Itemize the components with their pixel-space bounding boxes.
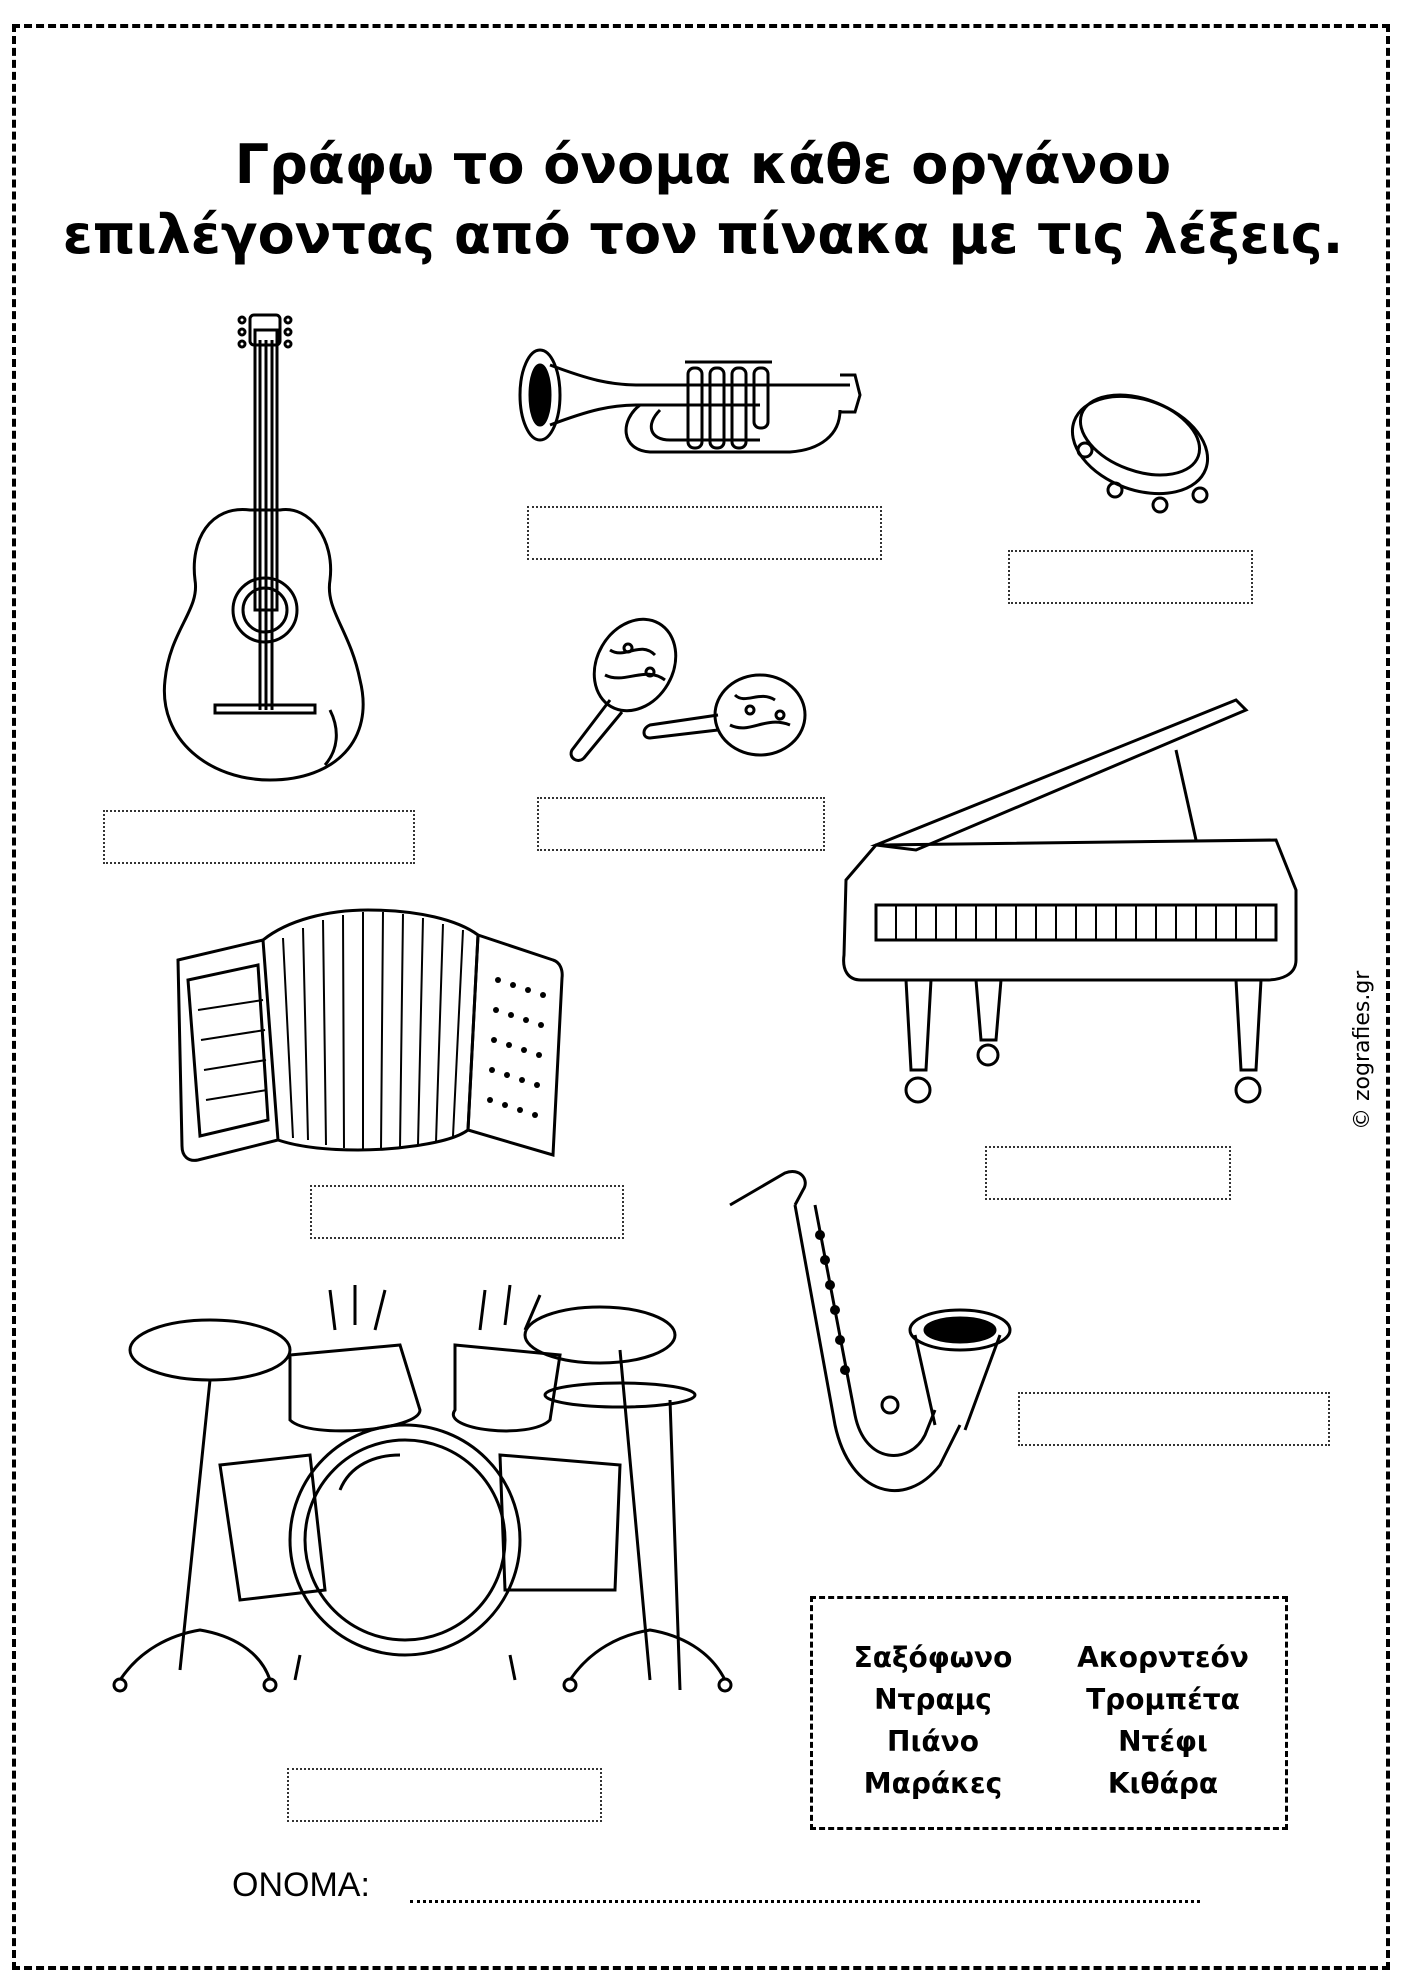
word-item: Κιθάρα	[1107, 1767, 1219, 1800]
answer-box-trumpet[interactable]	[527, 506, 882, 560]
name-label: ΟΝΟΜΑ:	[232, 1866, 370, 1904]
drums-icon	[100, 1290, 750, 1740]
maracas-icon	[550, 620, 830, 770]
title-line-1: Γράφω το όνομα κάθε οργάνου	[234, 133, 1172, 196]
answer-box-accordion[interactable]	[310, 1185, 624, 1239]
word-item: Πιάνο	[887, 1725, 979, 1758]
word-item: Τρομπέτα	[1086, 1683, 1240, 1716]
name-input-line[interactable]	[410, 1866, 1200, 1903]
answer-box-maracas[interactable]	[537, 797, 825, 851]
tambourine-icon	[1060, 390, 1230, 520]
word-item: Μαράκες	[863, 1767, 1003, 1800]
answer-box-guitar[interactable]	[103, 810, 415, 864]
answer-box-piano[interactable]	[985, 1146, 1231, 1200]
word-bank-column-left	[833, 1637, 1033, 1805]
word-bank	[810, 1596, 1288, 1830]
guitar-icon	[150, 310, 380, 790]
answer-box-tambourine[interactable]	[1008, 550, 1253, 604]
word-item: Σαξόφωνο	[853, 1641, 1013, 1674]
trumpet-icon	[510, 340, 870, 470]
word-item: Ντέφι	[1118, 1725, 1208, 1758]
answer-box-saxophone[interactable]	[1018, 1392, 1330, 1446]
saxophone-icon	[725, 1165, 1005, 1525]
credit-text: © zografies.gr	[1350, 970, 1375, 1130]
accordion-icon	[168, 900, 568, 1170]
page-title	[0, 130, 1406, 270]
answer-box-drums[interactable]	[287, 1768, 602, 1822]
piano-icon	[836, 690, 1316, 1120]
title-line-2: επιλέγοντας από τον πίνακα με τις λέξεις.	[62, 203, 1344, 266]
word-bank-column-right	[1063, 1637, 1263, 1805]
word-item: Ντραμς	[874, 1683, 992, 1716]
word-item: Ακορντεόν	[1077, 1641, 1249, 1674]
